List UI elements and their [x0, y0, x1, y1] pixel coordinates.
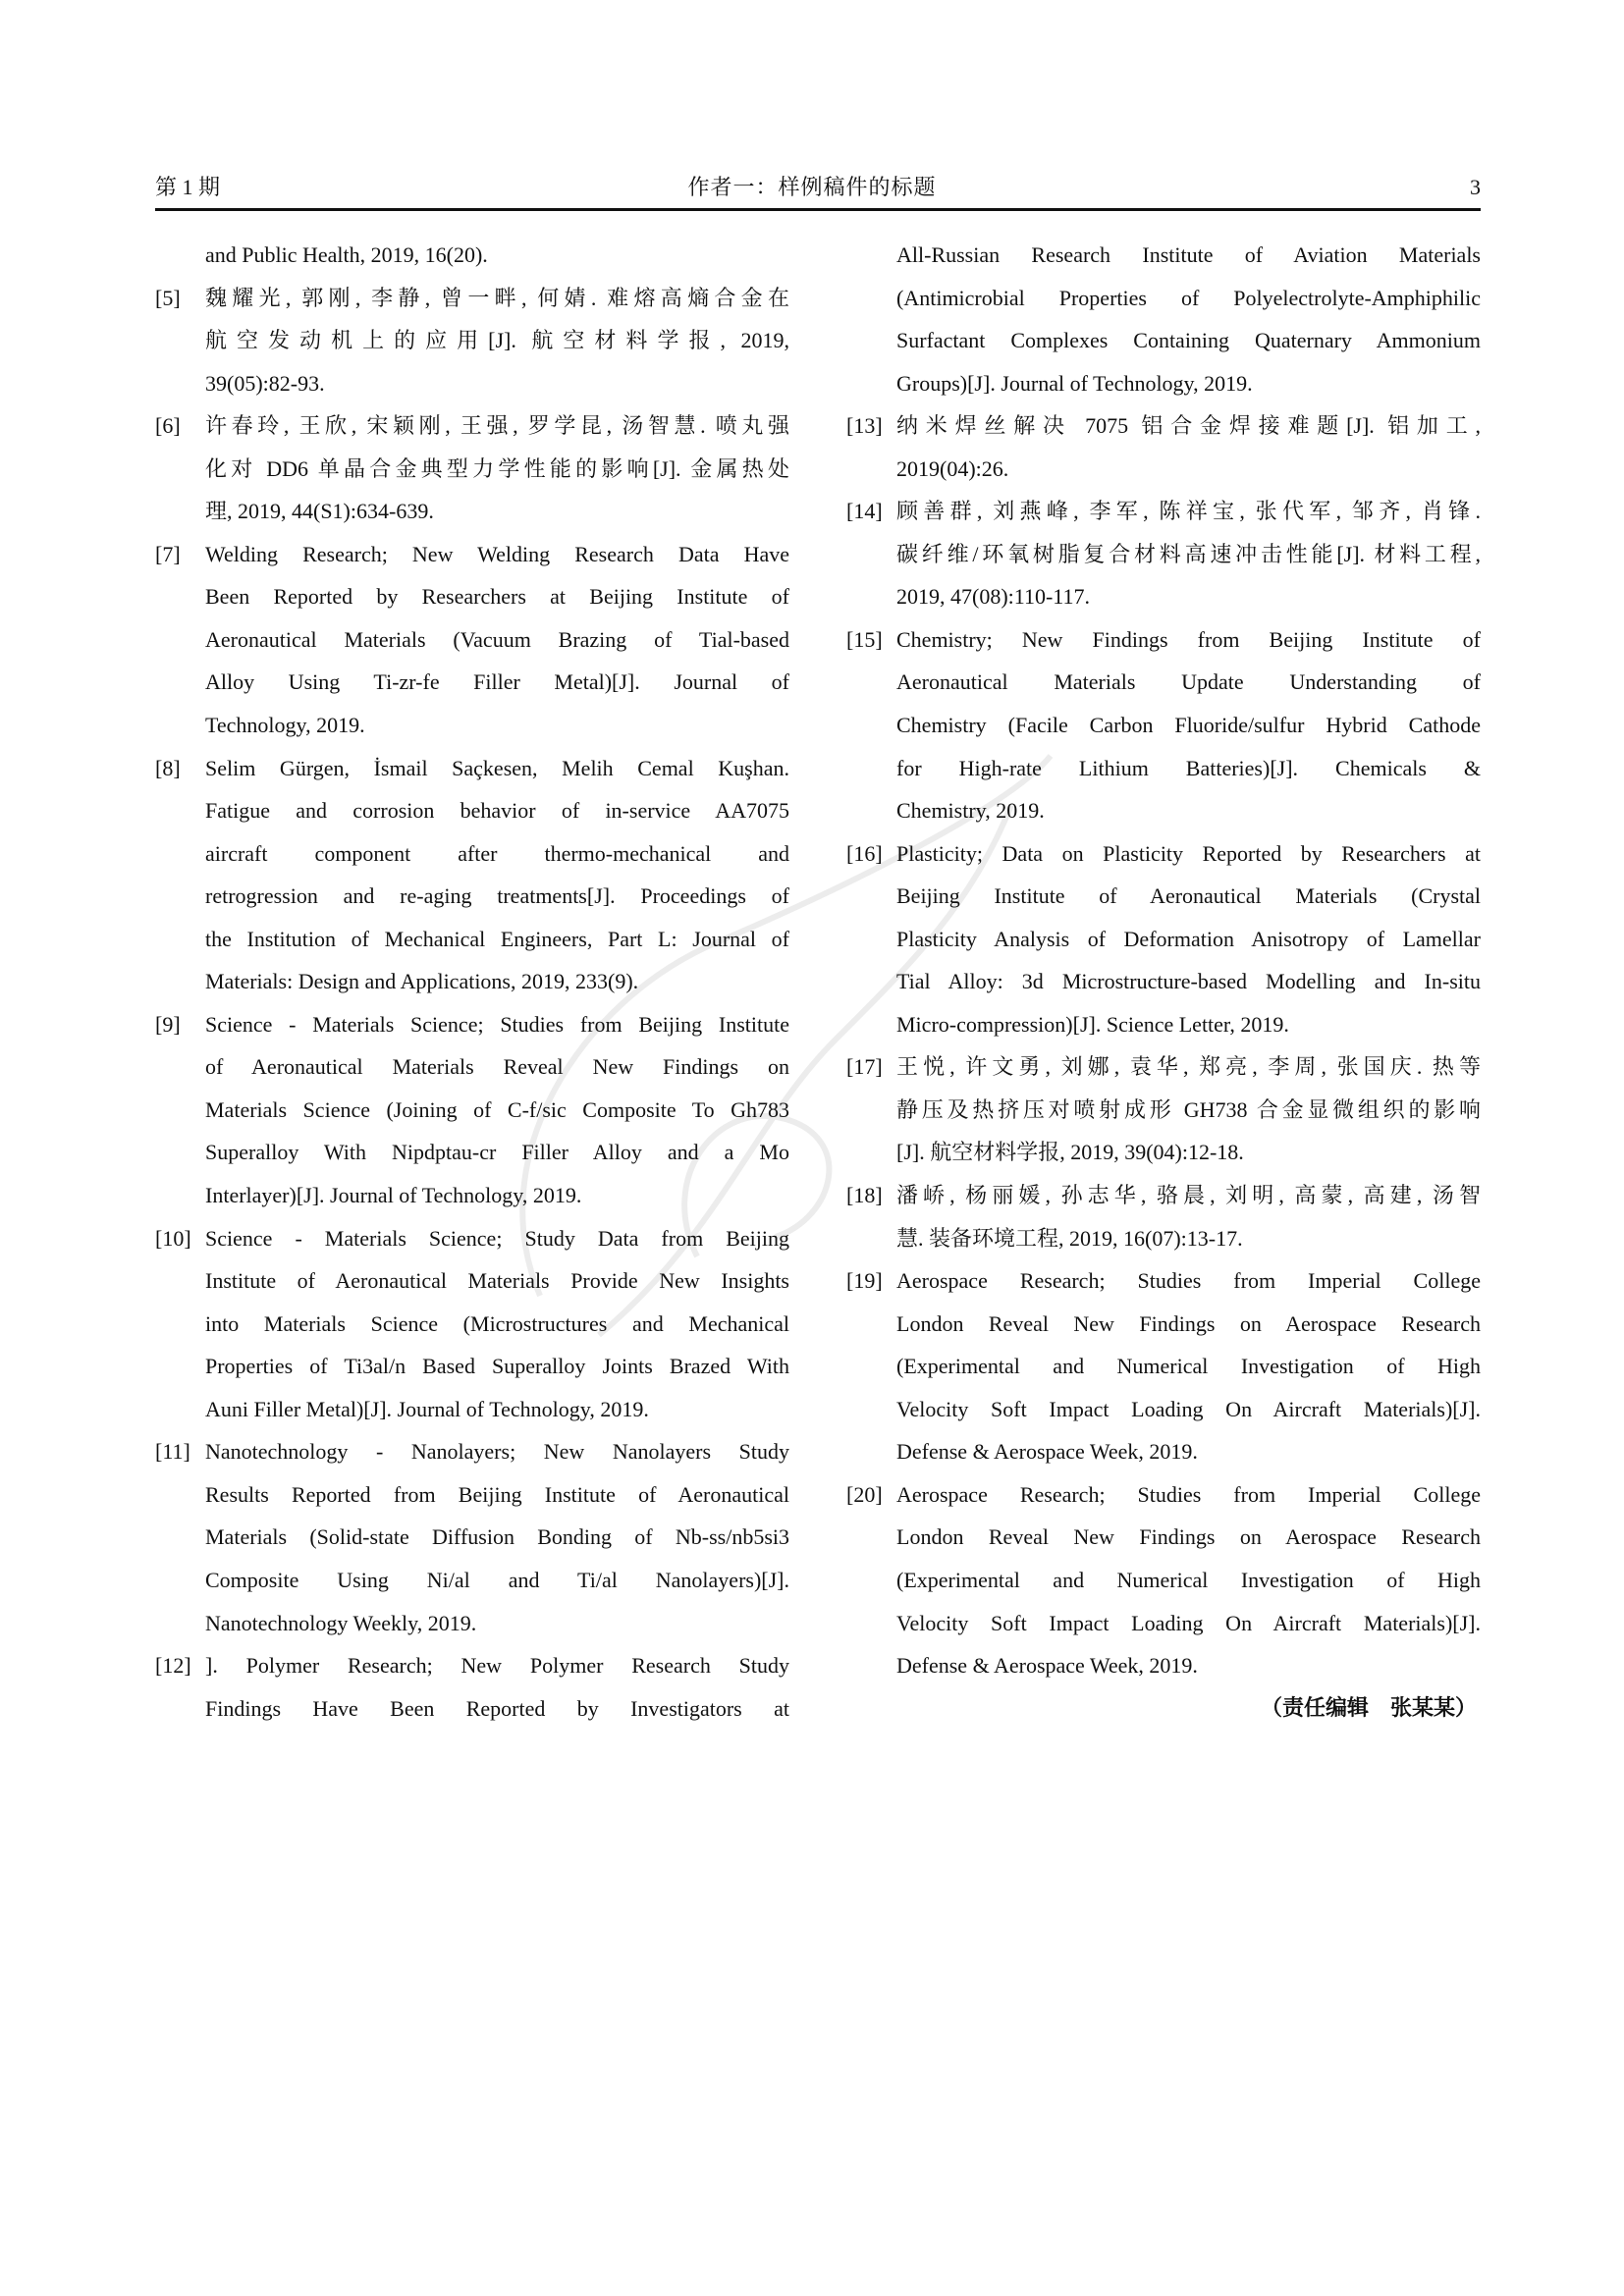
reference-entry — [846, 618, 1481, 832]
running-title: 作者一：样例稿件的标题 — [687, 175, 937, 199]
reference-line: Superalloy With Nipdptau-cr Filler Alloy and a Mo — [205, 1140, 789, 1165]
reference-number: [8] — [155, 755, 181, 780]
reference-line: (Experimental and Numerical Investigation of High — [896, 1354, 1481, 1379]
reference-line: 慧. 装备环境工程, 2019, 16(07):13-17. — [896, 1225, 1243, 1251]
reference-continuation — [846, 234, 1481, 404]
reference-number: [14] — [846, 499, 883, 524]
reference-entry — [155, 747, 789, 1003]
reference-line: 化对 DD6 单晶合金典型力学性能的影响[J]. 金属热处 — [205, 455, 789, 481]
reference-line: 顾善群, 刘燕峰, 李军, 陈祥宝, 张代军, 邹齐, 肖锋. — [896, 499, 1481, 524]
editor-note: （责任编辑 张某某） — [1260, 1695, 1477, 1721]
reference-entry — [155, 533, 789, 747]
reference-line: Defense & Aerospace Week, 2019. — [896, 1653, 1198, 1679]
reference-number: [19] — [846, 1268, 883, 1294]
reference-line: Aeronautical Materials Update Understanding of — [896, 669, 1481, 695]
reference-line: aircraft component after thermo-mechanical and — [205, 840, 789, 866]
reference-line: 碳纤维/环氧树脂复合材料高速冲击性能[J]. 材料工程, — [896, 541, 1481, 566]
reference-entry — [846, 832, 1481, 1046]
reference-line: Plasticity Analysis of Deformation Anisotropy of Lamellar — [896, 926, 1481, 951]
reference-line: London Reveal New Findings on Aerospace Research — [896, 1310, 1481, 1336]
reference-line: Science - Materials Science; Study Data from Beijing — [205, 1225, 789, 1251]
header-rule — [155, 208, 1481, 211]
reference-entry — [155, 1003, 789, 1217]
reference-line: Chemistry; New Findings from Beijing Institute of — [896, 626, 1481, 652]
reference-number: [12] — [155, 1653, 191, 1679]
reference-entry — [155, 1430, 789, 1644]
reference-line: Fatigue and corrosion behavior of in-service AA7075 — [205, 798, 789, 824]
reference-line: Chemistry, 2019. — [896, 798, 1045, 824]
reference-line: for High-rate Lithium Batteries)[J]. Chemicals & — [896, 755, 1481, 780]
reference-line: the Institution of Mechanical Engineers, Part L: Journal of — [205, 926, 789, 951]
reference-line: All-Russian Research Institute of Aviation Materials — [896, 242, 1481, 267]
reference-line: Chemistry (Facile Carbon Fluoride/sulfur Hybrid Cathode — [896, 713, 1481, 738]
reference-line: 2019, 47(08):110-117. — [896, 584, 1090, 610]
reference-line: Properties of Ti3al/n Based Superalloy Joints Brazed With — [205, 1354, 789, 1379]
reference-line: Defense & Aerospace Week, 2019. — [896, 1439, 1198, 1465]
reference-line: Institute of Aeronautical Materials Provide New Insights — [205, 1268, 789, 1294]
reference-number: [5] — [155, 285, 181, 310]
reference-line: Materials Science (Joining of C-f/sic Composite To Gh783 — [205, 1096, 789, 1122]
reference-line: Auni Filler Metal)[J]. Journal of Technology, 2019. — [205, 1396, 649, 1421]
reference-entry — [155, 277, 789, 405]
reference-line: 魏耀光, 郭刚, 李静, 曾一畔, 何婧. 难熔高熵合金在 — [205, 285, 789, 310]
reference-line: retrogression and re-aging treatments[J]. Proceedings of — [205, 883, 789, 909]
reference-line: into Materials Science (Microstructures and Mechanical — [205, 1310, 789, 1336]
reference-number: [20] — [846, 1481, 883, 1507]
reference-line: 许春玲, 王欣, 宋颖刚, 王强, 罗学昆, 汤智慧. 喷丸强 — [205, 413, 789, 439]
reference-line: Beijing Institute of Aeronautical Materials (Crystal — [896, 883, 1481, 909]
reference-line: Nanotechnology - Nanolayers; New Nanolayers Study — [205, 1439, 789, 1465]
reference-line: Technology, 2019. — [205, 713, 365, 738]
reference-number: [6] — [155, 413, 181, 439]
reference-line: Been Reported by Researchers at Beijing Institute of — [205, 584, 789, 610]
reference-line: London Reveal New Findings on Aerospace Research — [896, 1524, 1481, 1550]
reference-line: Aerospace Research; Studies from Imperial College — [896, 1481, 1481, 1507]
reference-line: Materials (Solid-state Diffusion Bonding of Nb-ss/nb5si3 — [205, 1524, 789, 1550]
reference-number: [15] — [846, 626, 883, 652]
reference-entry — [846, 1045, 1481, 1174]
reference-number: [17] — [846, 1054, 883, 1080]
reference-line: Selim Gürgen, İsmail Saçkesen, Melih Cemal Kuşhan. — [205, 755, 789, 780]
reference-line: Tial Alloy: 3d Microstructure-based Modelling and In-situ — [896, 969, 1481, 994]
reference-line: and Public Health, 2019, 16(20). — [205, 242, 488, 267]
reference-line: Aerospace Research; Studies from Imperial College — [896, 1268, 1481, 1294]
reference-line: Alloy Using Ti-zr-fe Filler Metal)[J]. Journal of — [205, 669, 789, 695]
reference-line: of Aeronautical Materials Reveal New Findings on — [205, 1054, 789, 1080]
reference-line: 纳米焊丝解决 7075 铝合金焊接难题[J]. 铝加工, — [896, 413, 1481, 439]
reference-line: Welding Research; New Welding Research Data Have — [205, 541, 789, 566]
reference-line: Nanotechnology Weekly, 2019. — [205, 1610, 477, 1635]
page-number: 3 — [1470, 175, 1481, 199]
reference-line: (Antimicrobial Properties of Polyelectrolyte-Amphiphilic — [896, 285, 1481, 310]
reference-line: 2019(04):26. — [896, 455, 1009, 481]
reference-entry — [846, 490, 1481, 618]
reference-number: [7] — [155, 541, 181, 566]
reference-line: 静压及热挤压对喷射成形 GH738 合金显微组织的影响 — [896, 1096, 1481, 1122]
reference-line: Micro-compression)[J]. Science Letter, 2019. — [896, 1011, 1289, 1037]
reference-line: Groups)[J]. Journal of Technology, 2019. — [896, 370, 1253, 396]
issue-number: 第 1 期 — [155, 175, 221, 199]
references-right-column — [846, 234, 1481, 1730]
reference-line: (Experimental and Numerical Investigation of High — [896, 1567, 1481, 1592]
reference-line: Plasticity; Data on Plasticity Reported by Researchers at — [896, 840, 1481, 866]
reference-line: Velocity Soft Impact Loading On Aircraft Materials)[J]. — [896, 1396, 1481, 1421]
reference-entry — [155, 1644, 789, 1730]
reference-line: Aeronautical Materials (Vacuum Brazing of Tial-based — [205, 626, 789, 652]
reference-number: [9] — [155, 1011, 181, 1037]
reference-line: Results Reported from Beijing Institute of Aeronautical — [205, 1481, 789, 1507]
reference-line: Science - Materials Science; Studies from Beijing Institute — [205, 1011, 789, 1037]
reference-number: [11] — [155, 1439, 190, 1465]
reference-number: [18] — [846, 1183, 883, 1208]
reference-line: 潘峤, 杨丽媛, 孙志华, 骆晨, 刘明, 高蒙, 高建, 汤智 — [896, 1183, 1481, 1208]
reference-entry — [846, 1259, 1481, 1473]
reference-line: 39(05):82-93. — [205, 370, 325, 396]
reference-entry — [846, 404, 1481, 490]
reference-line: Findings Have Been Reported by Investigators at — [205, 1695, 789, 1721]
reference-entry — [155, 404, 789, 533]
reference-line: 理, 2019, 44(S1):634-639. — [205, 499, 434, 524]
reference-line: Velocity Soft Impact Loading On Aircraft Materials)[J]. — [896, 1610, 1481, 1635]
reference-continuation — [155, 234, 789, 277]
reference-line: Surfactant Complexes Containing Quaternary Ammonium — [896, 328, 1481, 353]
reference-line: Composite Using Ni/al and Ti/al Nanolayers)[J]. — [205, 1567, 789, 1592]
reference-line: Interlayer)[J]. Journal of Technology, 2019. — [205, 1183, 582, 1208]
reference-line: [J]. 航空材料学报, 2019, 39(04):12-18. — [896, 1140, 1244, 1165]
reference-line: Materials: Design and Applications, 2019, 233(9). — [205, 969, 639, 994]
reference-number: [13] — [846, 413, 883, 439]
reference-line: 王悦, 许文勇, 刘娜, 袁华, 郑亮, 李周, 张国庆. 热等 — [896, 1054, 1481, 1080]
reference-number: [16] — [846, 840, 883, 866]
reference-entry — [846, 1473, 1481, 1687]
reference-entry — [155, 1217, 789, 1431]
reference-number: [10] — [155, 1225, 191, 1251]
reference-line: ]. Polymer Research; New Polymer Research Study — [205, 1653, 789, 1679]
references-left-column — [155, 234, 789, 1730]
reference-entry — [846, 1174, 1481, 1259]
reference-line: 航空发动机上的应用[J]. 航空材料学报, 2019, — [205, 328, 789, 353]
